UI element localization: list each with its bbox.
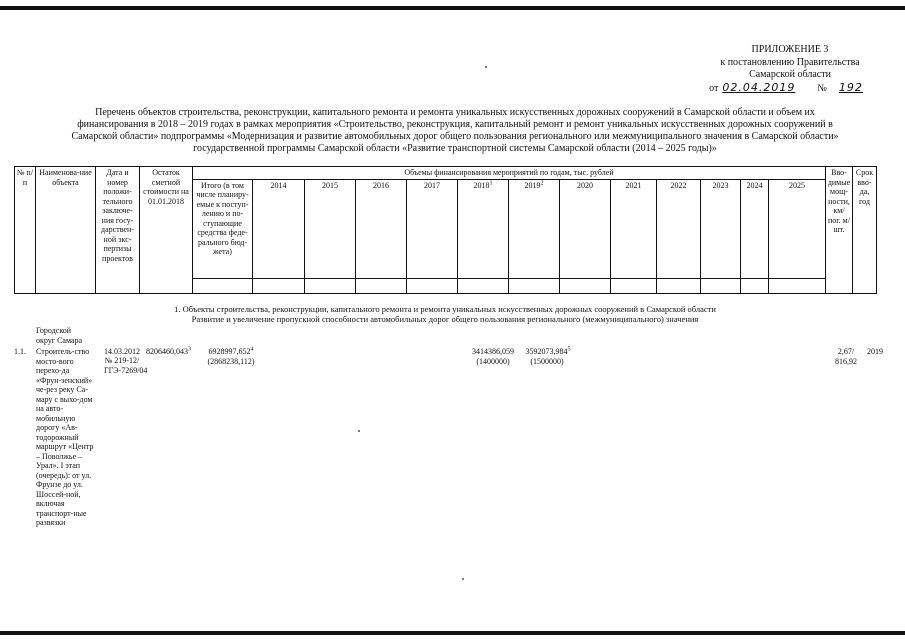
scan-speck xyxy=(358,430,360,432)
footnote-mark: 5 xyxy=(567,346,571,353)
header-year: 2020 xyxy=(560,179,611,278)
footnote-mark: 1 xyxy=(489,179,493,186)
object-name: Строитель-ство мосто-вого перехо-да «Фрун-зенский» че-рез реку Са-мару с выхо-дом на авто-мобильную дорогу «Ав-тодорожный маршрут «Центр – Поволжье – Урал». I этап (очередь): от ул. Фрунзе до ул. Шоссей-ной, включая транспорт-ные развязки xyxy=(36,347,94,527)
district-label: Городской округ Самара xyxy=(36,326,83,345)
date-prefix: от xyxy=(709,82,719,94)
header-year: 2018$^1$ xyxy=(458,179,509,278)
header-year: 2025 xyxy=(769,179,826,278)
total-federal-amount: (2868238,112) xyxy=(207,357,255,366)
header-year: 2019$^2$ xyxy=(509,179,560,278)
remaining-cost: 8206460,043$^3$ xyxy=(146,346,191,356)
scan-speck xyxy=(462,578,464,580)
expertise-date: 14.03.2012 xyxy=(104,347,140,356)
amount-2019-federal: (1500000) xyxy=(530,357,564,366)
header-term: Срок вво-да, год xyxy=(853,167,877,294)
header-year: 2014 xyxy=(253,179,305,278)
capacity-value: 2,67/ xyxy=(837,347,855,356)
header-number: № п/п xyxy=(15,167,36,294)
amount-2018-federal: (1400000) xyxy=(476,357,510,366)
total-amount: 6928997,652$^4$ xyxy=(208,346,254,356)
decree-date: 02.04.2019 xyxy=(722,80,796,94)
row-number: 1.1. xyxy=(14,347,26,356)
bottom-border-line xyxy=(0,631,905,635)
footnote-mark: 2 xyxy=(540,179,544,186)
amount-2018: 3414386,059 xyxy=(472,347,514,356)
header-total: Итого (в том числе планиру-емые к поступ-лению и по-ступающие средства феде-рального бюд-жета) xyxy=(193,179,253,278)
scan-speck xyxy=(485,66,487,68)
section-title xyxy=(14,304,876,324)
objects-table-header xyxy=(14,166,877,294)
top-border-line xyxy=(0,6,905,10)
appendix-line-3: Самарской области xyxy=(749,69,831,80)
heading-line-1: Перечень объектов строительства, реконструкции, капитального ремонта и ремонта уникальных искусственных дорожных сооружений в Самарской области и объем их xyxy=(95,107,815,118)
footnote-mark: 3 xyxy=(188,346,191,353)
header-year: 2015 xyxy=(305,179,356,278)
heading-line-3: Самарской области» подпрограммы «Модернизация и развитие автомобильных дорог общего пользования регионального или межмуниципального значения в Самарской области» xyxy=(71,131,839,142)
appendix-dateline xyxy=(690,82,890,96)
header-year: 2024 xyxy=(741,179,769,278)
appendix-title: ПРИЛОЖЕНИЕ 3 xyxy=(751,44,829,55)
header-financing-group: Объемы финансирования мероприятий по годам, тыс. рублей xyxy=(193,167,826,180)
appendix-block xyxy=(690,44,890,95)
expertise-number: № 219-12/ГГЭ-7269/04 xyxy=(104,356,148,375)
header-remaining-cost: Остаток сметной стоимости на 01.01.2018 xyxy=(140,167,193,294)
document-heading xyxy=(30,107,880,155)
header-year: 2017 xyxy=(407,179,458,278)
header-year: 2023 xyxy=(701,179,741,278)
header-year: 2022 xyxy=(657,179,701,278)
footnote-mark: 4 xyxy=(250,346,254,353)
appendix-line-2: к постановлению Правительства xyxy=(720,56,860,68)
header-expertise: Дата и номер положи-тельного заключе-ния госу-дарствен-ной экс-пертизы проектов xyxy=(96,167,140,294)
capacity-value-length: 816,92 xyxy=(835,357,857,366)
section-line-1: 1. Объекты строительства, реконструкции, капитального ремонта и ремонта уникальных искусственных дорожных сооружений в Самарской области xyxy=(174,304,716,314)
number-prefix: № xyxy=(817,82,827,94)
header-year: 2021 xyxy=(611,179,657,278)
heading-line-4: государственной программы Самарской области «Развитие транспортной системы Самарской области (2014 – 2025 годы)» xyxy=(193,143,717,154)
section-line-2: Развитие и увеличение пропускной способности автомобильных дорог общего пользования регионального (межмуниципального) значения xyxy=(191,314,699,324)
heading-line-2: финансирования в 2018 – 2019 годах в рамках мероприятия «Строительство, реконструкция, капитальный ремонт и ремонт уникальных искусственных дорожных сооружений в xyxy=(77,119,833,130)
header-object-name: Наименова-ние объекта xyxy=(36,167,96,294)
decree-number: 192 xyxy=(838,80,863,94)
commissioning-year: 2019 xyxy=(867,347,883,356)
header-year: 2016 xyxy=(356,179,407,278)
header-capacity: Вво-димые мощ-ности, км/ пог. м/шт. xyxy=(826,167,853,294)
amount-2019: 3592073,984$^5$ xyxy=(525,346,571,356)
